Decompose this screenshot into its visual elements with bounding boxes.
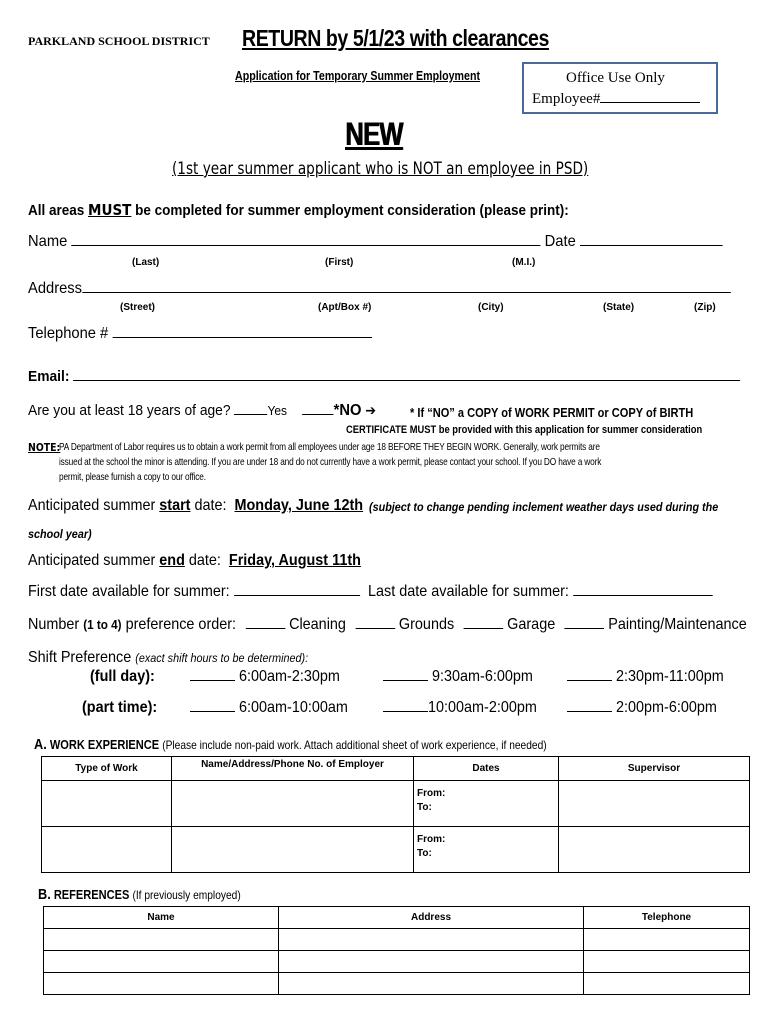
references-title: REFERENCES <box>53 887 130 902</box>
if-no-text: * If “NO” a COPY of WORK PERMIT or COPY of BIRTH <box>410 405 694 420</box>
work-supervisor-cell[interactable] <box>559 827 750 873</box>
return-title: RETURN by 5/1/23 with clearances <box>242 25 549 51</box>
email-row <box>28 368 740 385</box>
name-row <box>28 233 672 251</box>
start-date-note: (subject to change pending inclement weather days used during the <box>369 500 719 514</box>
work-experience-title: WORK EXPERIENCE <box>49 737 160 752</box>
certificate-text: CERTIFICATE MUST be provided with this application for summer consideration <box>346 424 703 436</box>
references-table <box>43 906 750 995</box>
pref-grounds-field[interactable] <box>355 627 395 629</box>
to-label: To: <box>417 848 432 859</box>
work-supervisor-cell[interactable] <box>559 781 750 827</box>
col-ref-telephone: Telephone <box>584 907 750 929</box>
arrow-icon: ➔ <box>365 403 377 419</box>
work-experience-note: (Please include non-paid work. Attach additional sheet of work experience, if needed) <box>162 738 547 752</box>
pref-painting-field[interactable] <box>565 627 605 629</box>
ref-address-cell[interactable] <box>279 973 584 995</box>
employee-number-label: Employee# <box>532 91 700 108</box>
telephone-field[interactable] <box>112 336 371 338</box>
work-type-cell[interactable] <box>42 827 172 873</box>
part-time-label: (part time): <box>82 699 158 716</box>
name-sub-first: (First) <box>325 257 354 268</box>
part-time-1-field[interactable] <box>190 710 235 712</box>
address-field[interactable] <box>82 291 731 293</box>
application-title: Application for Temporary Summer Employment <box>235 68 481 83</box>
ref-name-cell[interactable] <box>44 929 279 951</box>
shift-label: Shift Preference <box>28 649 132 666</box>
name-field[interactable] <box>71 244 540 246</box>
last-available-field[interactable] <box>573 594 713 596</box>
new-label: NEW <box>345 116 403 152</box>
date-field[interactable] <box>580 244 723 246</box>
start-date-value: Monday, June 12th <box>234 497 364 514</box>
col-supervisor: Supervisor <box>559 757 750 781</box>
end-date-row: Anticipated summer end date: Friday, August 11th <box>28 552 361 569</box>
instructions: All areas MUST be completed for summer employment consideration (please print): <box>28 201 569 219</box>
col-dates: Dates <box>414 757 559 781</box>
date-label: Date <box>544 233 576 250</box>
col-employer: Name/Address/Phone No. of Employer <box>172 757 414 781</box>
new-subtitle: (1st year summer applicant who is NOT an employee in PSD) <box>172 159 589 179</box>
note-line-1: PA Department of Labor requires us to obtain a work permit from all employees under age 18 BEFORE THEY BEGIN WORK. Generally, work permits are <box>59 441 600 453</box>
start-word: start <box>159 497 191 514</box>
part-time-1: 6:00am-10:00am <box>190 699 348 717</box>
work-type-cell[interactable] <box>42 781 172 827</box>
references-note: (If previously employed) <box>132 888 241 902</box>
address-sub-zip: (Zip) <box>694 302 716 313</box>
references-heading <box>38 886 241 903</box>
office-use-box <box>522 62 718 114</box>
address-sub-city: (City) <box>478 302 504 313</box>
district-name: PARKLAND SCHOOL DISTRICT <box>28 34 210 48</box>
table-row <box>44 929 750 951</box>
age-yes-field[interactable] <box>234 413 267 415</box>
address-sub-apt: (Apt/Box #) <box>318 302 372 313</box>
col-ref-address: Address <box>279 907 584 929</box>
age-no-field[interactable] <box>302 413 333 415</box>
work-experience-table <box>41 756 750 873</box>
first-available-row <box>28 583 360 601</box>
from-label: From: <box>417 834 446 845</box>
part-time-2: 10:00am-2:00pm <box>383 699 537 717</box>
note-line-3: permit, please furnish a copy to our office. <box>59 471 206 483</box>
pref-garage: Garage <box>507 616 556 633</box>
ref-name-cell[interactable] <box>44 973 279 995</box>
ref-address-cell[interactable] <box>279 929 584 951</box>
ref-name-cell[interactable] <box>44 951 279 973</box>
work-dates-cell[interactable] <box>414 781 559 827</box>
full-time-1-field[interactable] <box>190 679 235 681</box>
age-no-label: *NO <box>333 402 362 419</box>
full-time-1: 6:00am-2:30pm <box>190 668 340 686</box>
work-employer-cell[interactable] <box>172 827 414 873</box>
col-ref-name: Name <box>44 907 279 929</box>
age-yes-label: Yes <box>267 403 288 418</box>
shift-note: (exact shift hours to be determined): <box>135 651 309 665</box>
full-time-3: 2:30pm-11:00pm <box>567 668 724 686</box>
part-time-3-field[interactable] <box>567 710 612 712</box>
ref-telephone-cell[interactable] <box>584 951 750 973</box>
full-day-label: (full day): <box>90 668 155 685</box>
part-time-2-field[interactable] <box>383 710 428 712</box>
full-time-2: 9:30am-6:00pm <box>383 668 533 686</box>
ref-telephone-cell[interactable] <box>584 973 750 995</box>
preference-row: Number (1 to 4) preference order: Cleaning Grounds Garage Painting/Maintenance <box>28 616 747 633</box>
age-row <box>28 402 376 420</box>
email-field[interactable] <box>73 379 740 381</box>
work-experience-heading <box>34 736 547 753</box>
part-time-3: 2:00pm-6:00pm <box>567 699 717 717</box>
table-row <box>42 781 750 827</box>
pref-grounds: Grounds <box>398 616 455 633</box>
employee-number-field[interactable] <box>600 101 700 103</box>
name-sub-mi: (M.I.) <box>512 257 536 268</box>
first-available-label: First date available for summer: <box>28 583 230 600</box>
pref-cleaning-field[interactable] <box>245 627 285 629</box>
table-row <box>42 827 750 873</box>
pref-cleaning: Cleaning <box>289 616 346 633</box>
age-question: Are you at least 18 years of age? <box>28 402 231 419</box>
telephone-label: Telephone # <box>28 325 109 342</box>
from-label: From: <box>417 788 446 799</box>
table-row <box>44 973 750 995</box>
telephone-row <box>28 325 372 343</box>
end-date-value: Friday, August 11th <box>228 552 361 569</box>
ref-telephone-cell[interactable] <box>584 929 750 951</box>
to-label: To: <box>417 802 432 813</box>
full-time-2-field[interactable] <box>383 679 428 681</box>
first-available-field[interactable] <box>234 594 360 596</box>
pref-painting: Painting/Maintenance <box>608 616 747 633</box>
address-row <box>28 280 731 298</box>
table-row <box>44 951 750 973</box>
col-type-of-work: Type of Work <box>42 757 172 781</box>
address-sub-state: (State) <box>603 302 635 313</box>
last-available-row <box>368 583 712 601</box>
work-dates-cell[interactable] <box>414 827 559 873</box>
address-label: Address <box>28 280 83 297</box>
work-experience-letter: A. <box>34 736 47 753</box>
references-letter: B. <box>38 886 51 903</box>
start-date-note-2: school year) <box>28 527 92 541</box>
shift-label-row <box>28 649 308 667</box>
pref-garage-field[interactable] <box>464 627 504 629</box>
email-label: Email: <box>28 368 70 385</box>
office-use-label: Office Use Only <box>566 70 665 86</box>
note-line-2: issued at the school the minor is attending. If you are under 18 and do not currently have a work permit, please contact your school. If you DO have a work <box>59 456 602 468</box>
name-sub-last: (Last) <box>132 257 160 268</box>
note-label: NOTE: <box>28 441 61 454</box>
start-date-row: Anticipated summer start date: Monday, June 12th <box>28 497 364 514</box>
full-time-3-field[interactable] <box>567 679 612 681</box>
name-label: Name <box>28 233 68 250</box>
address-sub-street: (Street) <box>120 302 156 313</box>
last-available-label: Last date available for summer: <box>368 583 569 600</box>
work-employer-cell[interactable] <box>172 781 414 827</box>
ref-address-cell[interactable] <box>279 951 584 973</box>
end-word: end <box>159 552 185 569</box>
